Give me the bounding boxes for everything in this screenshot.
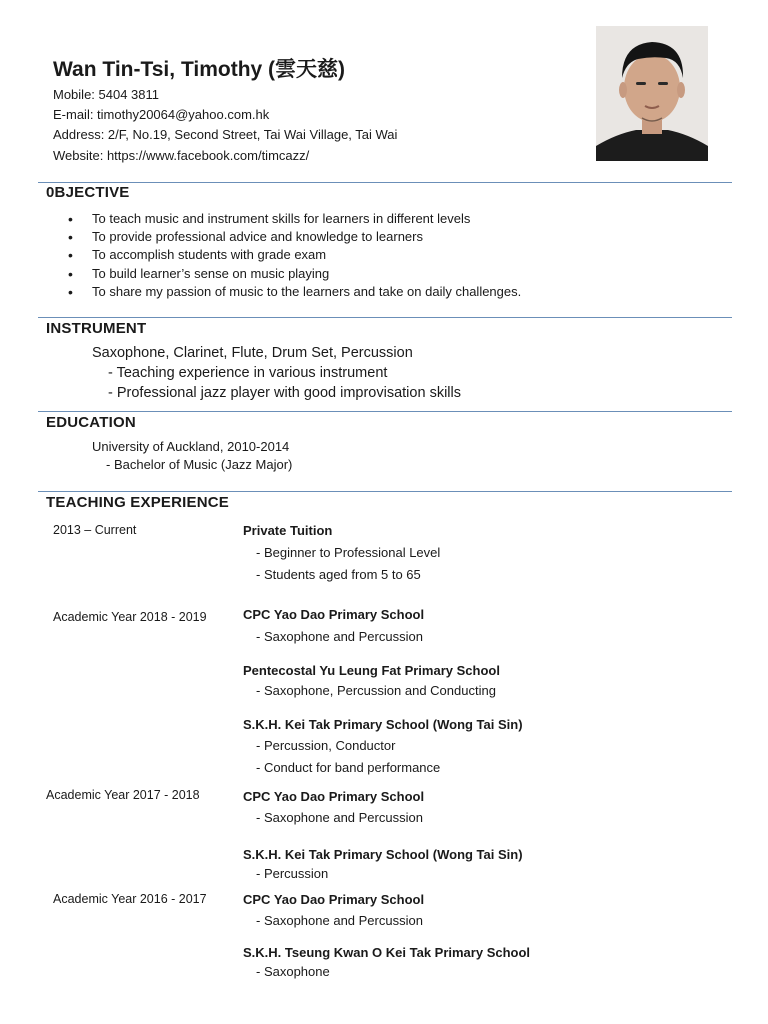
portrait-image [596, 26, 708, 161]
divider [38, 411, 732, 412]
school-name: S.K.H. Tseung Kwan O Kei Tak Primary School [243, 945, 531, 960]
objective-item: • To teach music and instrument skills for learners in different levels [65, 210, 521, 228]
profile-photo [596, 26, 708, 161]
period-date: Academic Year 2018 - 2019 [53, 610, 207, 624]
objective-list [65, 210, 521, 301]
period-date: 2013 – Current [53, 523, 137, 537]
education-school: University of Auckland, 2010-2014 [92, 439, 290, 454]
job-detail: - Percussion [256, 866, 329, 881]
school-name: CPC Yao Dao Primary School [243, 607, 425, 622]
instrument-detail: - Professional jazz player with good improvisation skills [108, 385, 461, 401]
school-name: S.K.H. Kei Tak Primary School (Wong Tai Sin) [243, 847, 523, 862]
job-detail: - Saxophone [256, 964, 330, 979]
divider [38, 182, 732, 183]
job-title: Private Tuition [243, 523, 333, 538]
divider [38, 491, 732, 492]
education-degree: - Bachelor of Music (Jazz Major) [106, 457, 293, 472]
school-name: S.K.H. Kei Tak Primary School (Wong Tai Sin) [243, 717, 523, 732]
job-detail: - Saxophone, Percussion and Conducting [256, 683, 496, 698]
website-link[interactable]: Website: https://www.facebook.com/timcazz/ [53, 148, 310, 163]
job-detail: - Saxophone and Percussion [256, 629, 423, 644]
school-name: CPC Yao Dao Primary School [243, 892, 425, 907]
teaching-heading: TEACHING EXPERIENCE [46, 494, 229, 511]
instrument-list: Saxophone, Clarinet, Flute, Drum Set, Percussion [92, 345, 413, 361]
instrument-detail: - Teaching experience in various instrument [108, 365, 388, 381]
job-detail: - Percussion, Conductor [256, 738, 396, 753]
period-date: Academic Year 2016 - 2017 [53, 892, 207, 906]
period-date: Academic Year 2017 - 2018 [46, 788, 200, 802]
job-detail: - Saxophone and Percussion [256, 810, 423, 825]
objective-heading: 0BJECTIVE [46, 184, 130, 201]
job-detail: - Saxophone and Percussion [256, 913, 423, 928]
objective-item: • To provide professional advice and knowledge to learners [65, 228, 521, 246]
objective-item: • To accomplish students with grade exam [65, 246, 521, 264]
mobile-number: Mobile: 5404 3811 [53, 87, 160, 102]
email-address: E-mail: timothy20064@yahoo.com.hk [53, 107, 270, 122]
home-address: Address: 2/F, No.19, Second Street, Tai Wai Village, Tai Wai [53, 127, 398, 142]
objective-item: • To build learner’s sense on music playing [65, 265, 521, 283]
objective-item: • To share my passion of music to the learners and take on daily challenges. [65, 283, 521, 301]
school-name: CPC Yao Dao Primary School [243, 789, 425, 804]
job-detail: - Conduct for band performance [256, 760, 441, 775]
job-detail: - Beginner to Professional Level [256, 545, 441, 560]
education-heading: EDUCATION [46, 414, 136, 431]
divider [38, 317, 732, 318]
applicant-name: Wan Tin-Tsi, Timothy (雲天慈) [53, 58, 346, 81]
instrument-heading: INSTRUMENT [46, 320, 147, 337]
job-detail: - Students aged from 5 to 65 [256, 567, 421, 582]
school-name: Pentecostal Yu Leung Fat Primary School [243, 663, 500, 678]
